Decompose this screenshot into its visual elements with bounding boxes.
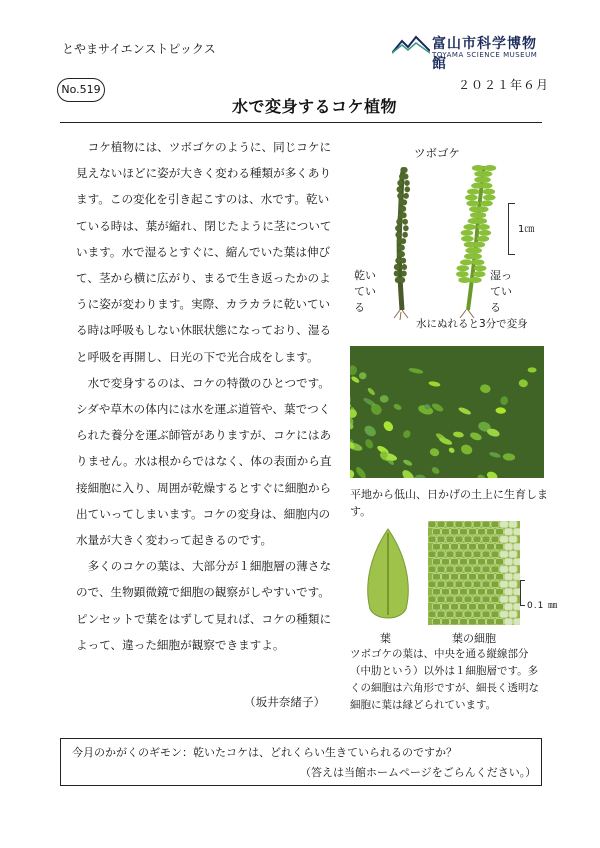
leaf-cell: [514, 529, 521, 536]
leaf-cell: [428, 581, 436, 588]
leaf-cells-image: [428, 521, 520, 625]
moss-leaflet: [403, 193, 409, 199]
leaf-cell: [464, 581, 472, 588]
moss-leaflet: [456, 271, 469, 277]
leaf-cell: [446, 611, 454, 618]
moss-leaflet: [396, 219, 402, 225]
leaf-cell: [505, 574, 513, 581]
leaf-cell: [505, 619, 513, 626]
moss-leaflet: [402, 264, 408, 270]
moss-leaflet: [463, 224, 476, 230]
leaf-cell: [491, 596, 499, 603]
issue-date: ２０２１年６月: [458, 78, 550, 92]
photo-2-caption: 平地から低山、日かげの土上に生育します。: [350, 488, 548, 518]
moss-leaflet: [402, 219, 408, 225]
leaf-cell: [451, 529, 459, 536]
answer-note: （答えは当館ホームページをごらんください。）: [300, 766, 537, 779]
moss-leaflet: [399, 245, 405, 251]
leaf-cell: [496, 619, 504, 626]
moss-leaflet: [395, 225, 401, 231]
figure-1-caption: 水にぬれると3分で変身: [416, 318, 528, 330]
leaf-cell: [464, 551, 472, 558]
leaf-cell: [446, 536, 454, 543]
moss-leaflet: [402, 167, 408, 173]
leaf-cell: [446, 521, 454, 528]
mountain-logo-icon: [392, 35, 430, 55]
wet-label: 湿っている: [490, 269, 512, 314]
moss-leaf-image: [360, 525, 416, 625]
leaf-cell: [437, 536, 445, 543]
moss-leaflet: [404, 186, 410, 192]
leaf-cell: [469, 544, 477, 551]
leaf-cell: [433, 529, 441, 536]
leaf-cell: [500, 551, 508, 558]
moss-leaflet: [472, 165, 485, 171]
figure-title: ツボゴケ: [414, 146, 460, 160]
moss-leaflet: [483, 194, 496, 200]
moss-leaflet: [394, 271, 400, 277]
leaf-cell: [473, 551, 481, 558]
leaf-cell: [455, 521, 463, 528]
moss-leaflet: [402, 232, 408, 238]
leaf-cell: [473, 536, 481, 543]
logo-english-name: TOYAMA SCIENCE MUSEUM: [432, 51, 538, 59]
scale-bar-1cm: [508, 203, 515, 255]
museum-logo: [392, 33, 542, 72]
leaf-cell: [451, 589, 459, 596]
leaf-cell: [433, 604, 441, 611]
leaf-cell: [487, 604, 495, 611]
leaf-cell: [446, 551, 454, 558]
leaf-cell: [469, 574, 477, 581]
leaf-cell: [469, 589, 477, 596]
leaf-cell: [487, 559, 495, 566]
moss-leaflet: [473, 271, 486, 277]
moss-leaflet: [403, 225, 409, 231]
scale-bar-0.1mm: [520, 580, 525, 606]
leaf-cell: [442, 589, 450, 596]
leaf-cell: [442, 529, 450, 536]
leaf-cell: [505, 529, 513, 536]
leaf-cell: [478, 604, 486, 611]
leaf-cell: [514, 559, 521, 566]
leaf-cell: [446, 566, 454, 573]
logo-japanese-name: 富山市科学博物館: [432, 36, 537, 72]
moss-leaflet: [479, 230, 492, 236]
leaf-cell: [428, 596, 436, 603]
leaf-cell: [469, 619, 477, 626]
leaf-cell: [428, 566, 436, 573]
paragraph-3: 多くのコケの葉は、大部分が１細胞層の薄さなので、生物顕微鏡で細胞の観察がしやすいです。ピンセットで葉をはずして見れば、コケの種類によって、違った細胞が観察できますよ。: [76, 559, 332, 652]
moss-leaflet: [397, 186, 403, 192]
leaf-cell: [455, 611, 463, 618]
leaf-cell: [500, 581, 508, 588]
leaf-cell: [460, 529, 468, 536]
leaf-cell: [442, 604, 450, 611]
leaf-cell: [464, 521, 472, 528]
leaf-cell: [487, 619, 495, 626]
leaf-cell: [437, 611, 445, 618]
leaf-cell: [478, 619, 486, 626]
leaf-cell: [478, 589, 486, 596]
leaf-cell: [428, 521, 436, 528]
leaf-cell: [500, 611, 508, 618]
leaf-cell: [455, 596, 463, 603]
leaf-cell: [491, 521, 499, 528]
leaf-cell: [509, 536, 517, 543]
leaf-cell: [505, 559, 513, 566]
leaf-cell: [437, 566, 445, 573]
moss-leaflet: [480, 171, 493, 177]
leaf-cell: [482, 581, 490, 588]
leaf-cell: [464, 536, 472, 543]
leaf-cell: [473, 521, 481, 528]
paragraph-1: コケ植物には、ツボゴケのように、同じコケに見えないほどに姿が大きく変わる種類が多くあります。この変化を引き起こすのは、水です。乾いている時は、葉が縮れ、閉じたように茎についています。水で湿るとすぐに、縮んでいた葉は伸びて、茎から横に広がり、まるで生き返ったかのように姿が変わります。実際、カラカラに乾いている時は呼吸もしない休眠状態になっており、湿ると呼吸を再開し、日光の下で光合成をします。: [76, 140, 332, 364]
leaf-cell: [473, 581, 481, 588]
leaf-cell: [437, 596, 445, 603]
leaf-cell: [478, 574, 486, 581]
leaf-cell: [451, 559, 459, 566]
moss-leaflet: [401, 271, 407, 277]
leaf-cell: [496, 589, 504, 596]
leaf-cell: [464, 596, 472, 603]
moss-habitat-photo: [350, 346, 544, 478]
leaf-cell: [509, 521, 517, 528]
leaf-cell: [500, 536, 508, 543]
moss-leaflet: [476, 206, 489, 212]
moss-leaflet: [469, 253, 482, 259]
leaf-cell: [442, 544, 450, 551]
moss-leaflet: [466, 200, 479, 206]
leaf-cell: [437, 521, 445, 528]
moss-leaflet: [457, 265, 470, 271]
moss-leaflet: [394, 264, 400, 270]
leaf-cell: [478, 544, 486, 551]
moss-leaflet: [473, 242, 486, 248]
monthly-question: 今月のかがくのギモン：乾いたコケは、どれくらい生きていられるのですか？: [72, 746, 457, 759]
page-title: 水で変身するコケ植物: [232, 97, 398, 116]
leaf-cell: [500, 566, 508, 573]
leaf-cell: [514, 544, 521, 551]
leaf-cell: [473, 611, 481, 618]
leaf-cell: [496, 529, 504, 536]
leaf-cell: [433, 619, 441, 626]
moss-leaflet: [465, 194, 478, 200]
moss-leaflet: [401, 258, 407, 264]
article-body: [76, 134, 338, 658]
moss-leaflet: [475, 218, 488, 224]
leaf-cell: [469, 604, 477, 611]
leaf-cell: [464, 611, 472, 618]
cells-label: 葉の細胞: [452, 632, 496, 645]
moss-leaflet: [480, 200, 493, 206]
moss-leaflet: [467, 189, 480, 195]
leaf-cell: [464, 566, 472, 573]
leaf-cell: [482, 521, 490, 528]
leaf-cell: [455, 566, 463, 573]
moss-leaflet: [474, 212, 487, 218]
leaf-cell: [442, 619, 450, 626]
moss-leaflet: [404, 180, 410, 186]
moss-leaflet: [478, 177, 491, 183]
leaf-cell: [460, 559, 468, 566]
leaf-cell: [460, 574, 468, 581]
leaf-cell: [482, 566, 490, 573]
leaf-cell: [482, 536, 490, 543]
moss-leaflet: [474, 265, 487, 271]
leaf-cell: [451, 619, 459, 626]
leaf-cell: [496, 604, 504, 611]
leaf-cell: [509, 611, 517, 618]
moss-leaflet: [401, 238, 407, 244]
leaf-cell: [491, 566, 499, 573]
leaf-cell: [482, 611, 490, 618]
moss-leaflet: [400, 277, 406, 283]
leaf-cell: [496, 559, 504, 566]
paragraph-2: 水で変身するのは、コケの特徴のひとつです。シダや草木の体内には水を運ぶ道管や、葉でつくられた養分を運ぶ師管がありますが、コケにはありません。水は根からではなく、体の表面から直接細胞に入り、周囲が乾燥するとすぐに細胞から出ていってしまいます。コケの変身は、細胞内の水量が大きく変わって起きるのです。: [76, 375, 332, 548]
leaf-cell: [491, 551, 499, 558]
leaf-cell: [428, 536, 436, 543]
leaf-cell: [460, 589, 468, 596]
leaf-cell: [500, 521, 508, 528]
leaf-cell: [451, 574, 459, 581]
moss-leaflet: [395, 277, 401, 283]
leaf-cell: [482, 596, 490, 603]
leaf-cell: [509, 596, 517, 603]
leaf-cell: [514, 619, 521, 626]
leaf-cell: [460, 544, 468, 551]
dry-label: 乾いている: [354, 269, 376, 314]
leaf-cell: [487, 574, 495, 581]
moss-leaflet: [461, 236, 474, 242]
leaf-cell: [496, 544, 504, 551]
moss-leaflet: [460, 259, 473, 265]
leaf-cell: [433, 589, 441, 596]
leaf-cell: [428, 611, 436, 618]
leaf-cell: [469, 529, 477, 536]
leaf-cell: [500, 596, 508, 603]
moss-leaflet: [397, 180, 403, 186]
leaf-cell: [473, 596, 481, 603]
moss-leaflet: [397, 193, 403, 199]
leaf-cell: [487, 544, 495, 551]
moss-leaflet: [480, 183, 493, 189]
leaf-cell: [451, 544, 459, 551]
leaf-cell: [451, 604, 459, 611]
leaf-cell: [437, 551, 445, 558]
moss-leaflet: [472, 259, 485, 265]
moss-leaflet: [477, 236, 490, 242]
leaf-cell: [491, 581, 499, 588]
title-divider: [60, 122, 542, 123]
leaf-cell: [505, 589, 513, 596]
moss-colony-image: [350, 346, 544, 478]
leaf-cell: [505, 604, 513, 611]
moss-leaflet: [484, 165, 497, 171]
moss-leaflet: [403, 173, 409, 179]
leaf-cell: [469, 559, 477, 566]
scale-label-0.1mm: 0.1 ㎜: [527, 601, 559, 611]
moss-leaflet: [461, 230, 474, 236]
leaf-cell: [446, 596, 454, 603]
leaf-cell: [487, 529, 495, 536]
leaf-cell: [491, 611, 499, 618]
leaf-cell: [455, 581, 463, 588]
leaf-cell: [509, 551, 517, 558]
moss-leaflet: [395, 258, 401, 264]
leaf-cell: [433, 574, 441, 581]
moss-leaflet: [469, 248, 482, 254]
leaf-cell: [455, 551, 463, 558]
leaf-label: 葉: [380, 632, 391, 645]
leaf-cell: [487, 589, 495, 596]
series-name: とやまサイエンストピックス: [62, 42, 216, 56]
leaf-cell: [433, 544, 441, 551]
moss-leaflet: [395, 232, 401, 238]
author: （坂井奈緒子）: [244, 695, 326, 709]
scale-label-1cm: 1㎝: [518, 224, 535, 235]
issue-number: No.519: [57, 78, 105, 102]
moss-leaflet: [401, 212, 407, 218]
leaf-cell: [460, 619, 468, 626]
leaf-cell: [478, 559, 486, 566]
moss-leaflet: [402, 199, 408, 205]
moss-leaflet: [477, 224, 490, 230]
moss-leaflet: [469, 277, 482, 283]
moss-leaflet: [401, 206, 407, 212]
leaf-cell: [428, 551, 436, 558]
figure-3-caption: ツボゴケの葉は、中央を通る縦線部分（中肋という）以外は１細胞層です。多くの細胞は六角形ですが、細長く透明な細胞に葉は縁どられています。: [350, 648, 539, 711]
leaf-cell: [455, 536, 463, 543]
leaf-cells-pattern: [428, 521, 520, 625]
leaf-cell: [460, 604, 468, 611]
leaf-cell: [437, 581, 445, 588]
leaf-cell: [509, 581, 517, 588]
leaf-cell: [478, 529, 486, 536]
leaf-cell: [433, 559, 441, 566]
leaf-cell: [442, 559, 450, 566]
leaf-cell: [491, 536, 499, 543]
moss-leaflet: [458, 277, 471, 283]
leaf-cell: [442, 574, 450, 581]
leaf-cell: [496, 574, 504, 581]
moss-leaflet: [482, 189, 495, 195]
leaf-cell: [473, 566, 481, 573]
leaf-cell: [482, 551, 490, 558]
leaf-cell: [446, 581, 454, 588]
moss-leaflet: [399, 251, 405, 257]
leaf-cell: [509, 566, 517, 573]
leaf-cell: [505, 544, 513, 551]
